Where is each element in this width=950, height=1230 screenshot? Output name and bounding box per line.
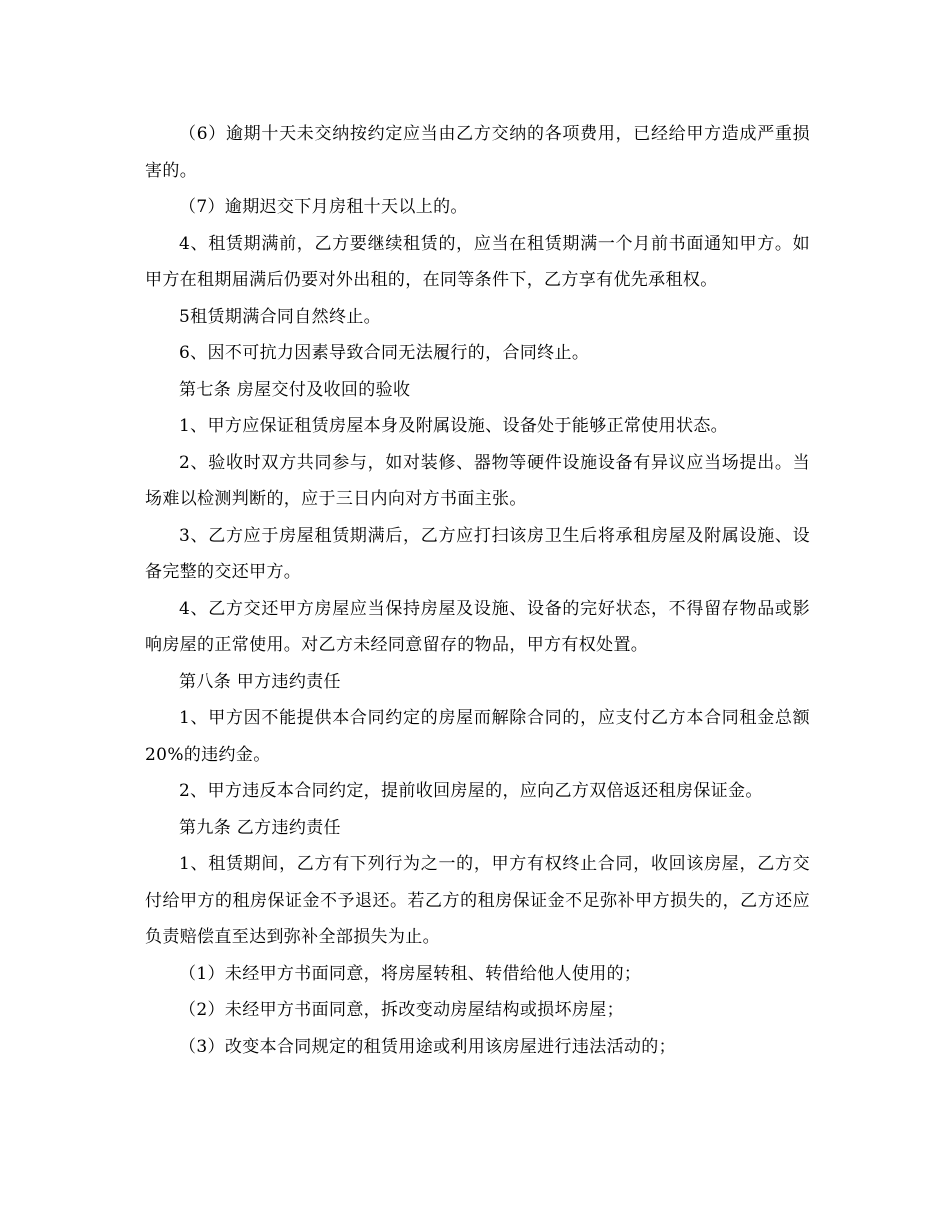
- paragraph-force-majeure: 6、因不可抗力因素导致合同无法履行的，合同终止。: [179, 343, 590, 363]
- paragraph-expiry: 5租赁期满合同自然终止。: [179, 306, 382, 327]
- paragraph-article-8-item-2: 2、甲方违反本合同约定，提前收回房屋的，应向乙方双倍返还租房保证金。: [179, 781, 763, 801]
- paragraph-article-7-item-2: 2、验收时双方共同参与，如对装修、器物等硬件设施设备有异议应当场提出。当场难以检测判断的，应于三日内向对方书面主张。: [145, 452, 810, 509]
- paragraph-article-9-sub-3: （3）改变本合同规定的租赁用途或利用该房屋进行违法活动的；: [179, 1036, 676, 1057]
- article-7-heading: 第七条 房屋交付及收回的验收: [179, 379, 411, 400]
- paragraph-clause-7: （7）逾期迟交下月房租十天以上的。: [179, 197, 468, 217]
- paragraph-renewal: 4、租赁期满前，乙方要继续租赁的，应当在租赁期满一个月前书面通知甲方。如甲方在租期届满后仍要对外出租的，在同等条件下，乙方享有优先承租权。: [145, 233, 810, 290]
- paragraph-article-9-sub-2: （2）未经甲方书面同意，拆改变动房屋结构或损坏房屋；: [179, 1000, 624, 1020]
- paragraph-article-9-item-1: 1、租赁期间，乙方有下列行为之一的，甲方有权终止合同，收回该房屋，乙方交付给甲方的租房保证金不予退还。若乙方的租房保证金不足弥补甲方损失的，乙方还应负责赔偿直至达到弥补全部损失为止。: [145, 854, 810, 947]
- paragraph-article-9-sub-1: （1）未经甲方书面同意，将房屋转租、转借给他人使用的；: [179, 963, 642, 984]
- paragraph-article-7-item-3: 3、乙方应于房屋租赁期满后，乙方应打扫该房卫生后将承租房屋及附属设施、设备完整的交还甲方。: [145, 525, 810, 582]
- paragraph-article-7-item-1: 1、甲方应保证租赁房屋本身及附属设施、设备处于能够正常使用状态。: [179, 416, 729, 436]
- paragraph-clause-6: （6）逾期十天未交纳按约定应当由乙方交纳的各项费用，已经给甲方造成严重损害的。: [145, 124, 810, 181]
- article-9-heading: 第九条 乙方违约责任: [179, 817, 341, 838]
- document-body: [145, 116, 810, 1065]
- article-8-heading: 第八条 甲方违约责任: [179, 671, 341, 692]
- paragraph-article-8-item-1: 1、甲方因不能提供本合同约定的房屋而解除合同的，应支付乙方本合同租金总额20%的违约金。: [145, 708, 810, 765]
- paragraph-article-7-item-4: 4、乙方交还甲方房屋应当保持房屋及设施、设备的完好状态，不得留存物品或影响房屋的正常使用。对乙方未经同意留存的物品，甲方有权处置。: [145, 598, 810, 655]
